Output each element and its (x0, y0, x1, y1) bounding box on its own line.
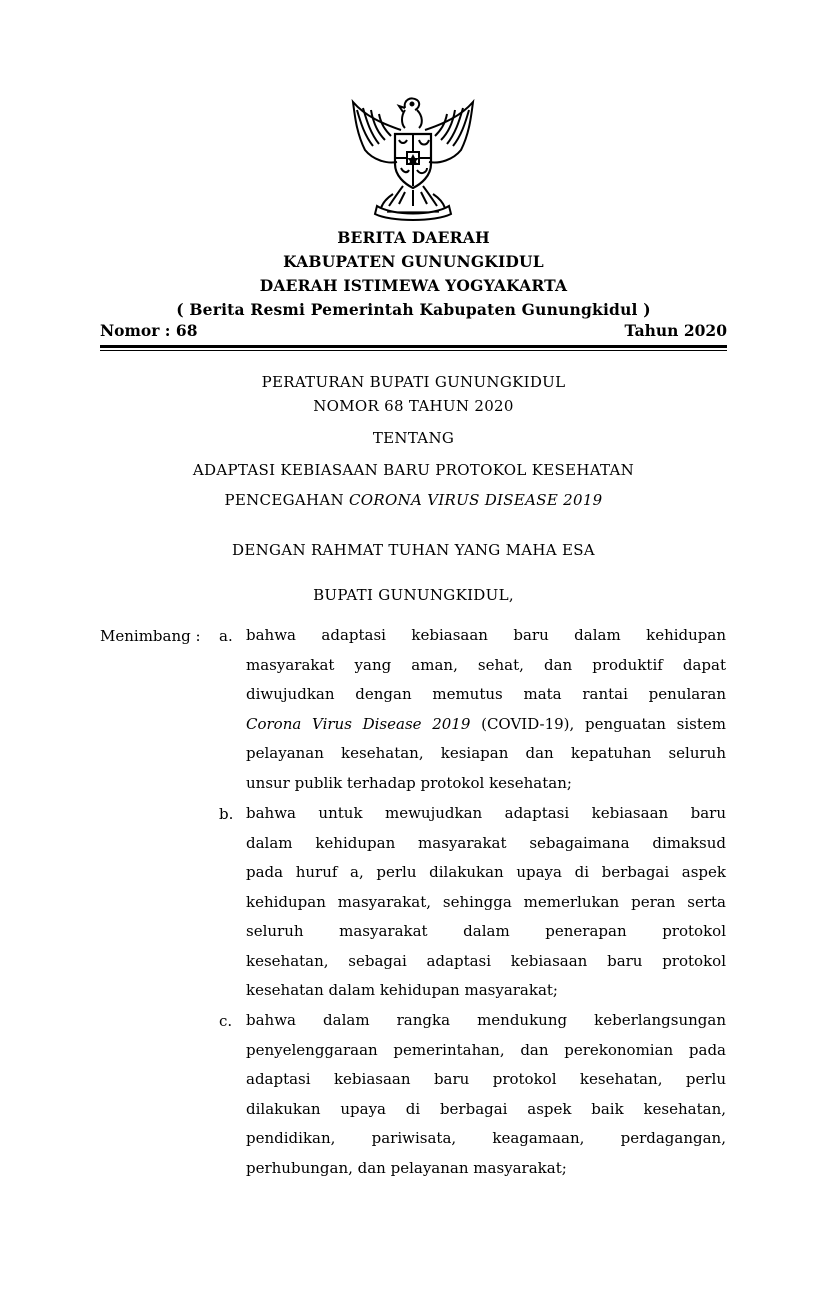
item-line: kesehatan dalam kehidupan masyarakat; (246, 981, 558, 999)
issue-info (100, 321, 727, 341)
item-line: adaptasi kebiasaan baru protokol kesehatan, perlu (246, 1070, 726, 1088)
item-line: perhubungan, dan pelayanan masyarakat; (246, 1158, 567, 1177)
item-letter-c: c. (219, 1012, 233, 1030)
item-line: kesehatan, sebagai adaptasi kebiasaan baru protokol (246, 951, 726, 970)
official-title: BUPATI GUNUNGKIDUL, (313, 586, 514, 604)
regulation-subject-line2 (0, 491, 827, 509)
header-province: DAERAH ISTIMEWA YOGYAKARTA (259, 276, 568, 295)
item-line: masyarakat yang aman, sehat, dan produktif dapat (246, 655, 726, 674)
item-line: dalam kehidupan masyarakat sebagaimana dimaksud (246, 833, 726, 852)
issue-year: Tahun 2020 (624, 321, 727, 340)
issue-number: Nomor : 68 (100, 321, 198, 340)
item-line: dilakukan upaya di berbagai aspek baik kesehatan, (246, 1099, 726, 1118)
blessing-line: DENGAN RAHMAT TUHAN YANG MAHA ESA (232, 541, 595, 559)
item-letter-a: a. (219, 627, 233, 645)
item-line: bahwa dalam rangka mendukung keberlangsungan (246, 1011, 726, 1029)
item-a-text (246, 621, 726, 798)
item-line: pada huruf a, perlu dilakukan upaya di berbagai aspek (246, 863, 726, 881)
item-line: penyelenggaraan pemerintahan, dan perekonomian pada (246, 1040, 726, 1059)
item-italic-text: Corona Virus Disease 2019 (246, 714, 471, 733)
subject-italic: CORONA VIRUS DISEASE 2019 (349, 491, 603, 509)
item-line: diwujudkan dengan memutus mata rantai penularan (246, 685, 726, 703)
item-line: pelayanan kesehatan, kesiapan dan kepatuhan seluruh (246, 744, 726, 762)
regulation-number: NOMOR 68 TAHUN 2020 (313, 397, 514, 415)
regulation-title: PERATURAN BUPATI GUNUNGKIDUL (261, 373, 566, 391)
header-regency: KABUPATEN GUNUNGKIDUL (283, 252, 544, 271)
item-b-text (246, 799, 726, 1006)
header-divider-thin (100, 350, 727, 351)
menimbang-label: Menimbang : (100, 627, 201, 645)
item-line: bahwa adaptasi kebiasaan baru dalam kehidupan (246, 626, 726, 644)
garuda-emblem-icon (343, 94, 483, 226)
header-title: BERITA DAERAH (337, 228, 490, 247)
regulation-about: TENTANG (372, 429, 455, 447)
regulation-subject-line1: ADAPTASI KEBIASAAN BARU PROTOKOL KESEHATAN (192, 461, 635, 479)
item-c-text (246, 1006, 726, 1183)
subject-prefix: PENCEGAHAN (224, 491, 344, 509)
item-line-rest: (COVID-19), penguatan sistem (481, 714, 726, 733)
item-line: seluruh masyarakat dalam penerapan protokol (246, 922, 726, 940)
item-line (246, 710, 726, 740)
item-line: pendidikan, pariwisata, keagamaan, perdagangan, (246, 1129, 726, 1147)
item-line: bahwa untuk mewujudkan adaptasi kebiasaan baru (246, 804, 726, 822)
header-divider-thick (100, 345, 727, 348)
item-letter-b: b. (219, 805, 234, 823)
item-line: unsur publik terhadap protokol kesehatan; (246, 773, 572, 792)
item-line: kehidupan masyarakat, sehingga memerlukan peran serta (246, 892, 726, 911)
header-subtitle: ( Berita Resmi Pemerintah Kabupaten Gunungkidul ) (176, 300, 651, 319)
